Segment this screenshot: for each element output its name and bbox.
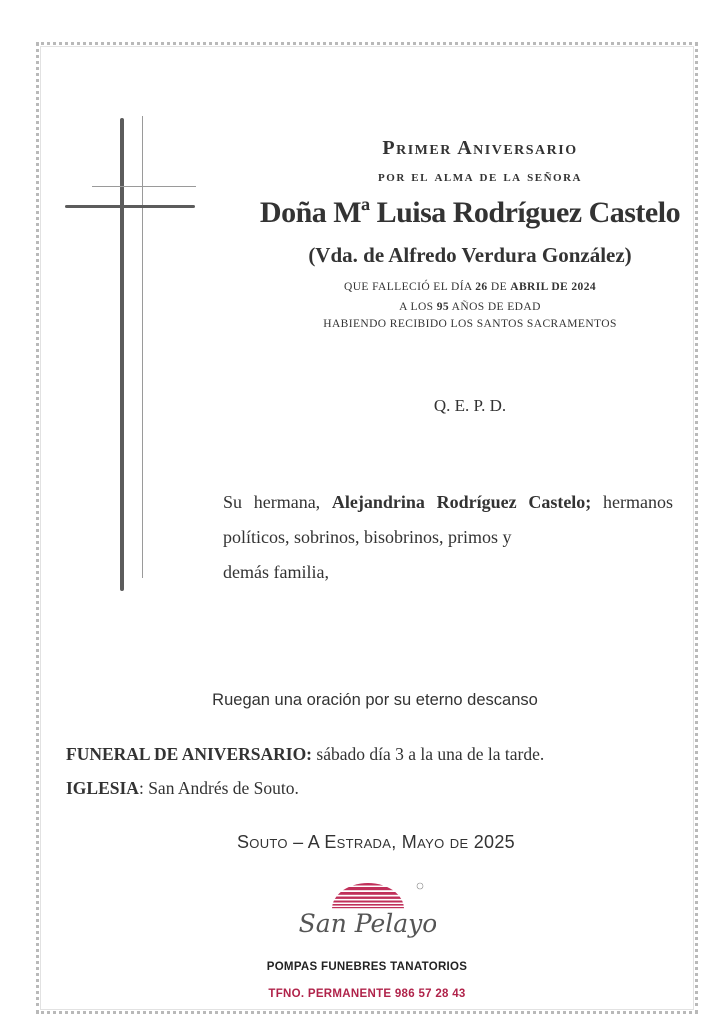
phone-number[interactable]: TFNO. PERMANENTE 986 57 28 43 [268,988,466,1000]
funeral-line: FUNERAL DE ANIVERSARIO: sábado día 3 a la una de la tarde. [66,744,545,764]
deceased-name: Doña Mª Luisa Rodríguez Castelo [259,196,681,229]
svg-text:San Pelayo: San Pelayo [298,909,436,938]
qepd: Q. E. P. D. [433,396,507,415]
place-and-date: Souto – A Estrada, Mayo de 2025 [237,832,515,852]
announcement-title: Primer Aniversario [382,137,578,159]
prayer-request: Ruegan una oración por su eterno descanso [212,691,538,709]
sister-name: Alejandrina Rodríguez Castelo; [331,492,592,512]
age-at-death: A LOS 95 AÑOS DE EDAD [399,301,541,313]
san-pelayo-logo [296,878,436,940]
sunset-logo-icon [296,878,436,940]
sacraments-line: HABIENDO RECIBIDO LOS SANTOS SACRAMENTOS [323,318,617,330]
family-paragraph: Su hermana, Alejandrina Rodríguez Castelo; hermanos políticos, sobrinos, bisobrinos, primos y demás familia, [223,492,674,582]
company-name: POMPAS FUNEBRES TANATORIOS [266,961,468,973]
church-line: IGLESIA: San Andrés de Souto. [66,778,299,798]
date-of-death: QUE FALLECIÓ EL DÍA 26 DE ABRIL DE 2024 [343,281,596,293]
widow-of: (Vda. de Alfredo Verdura González) [308,243,632,267]
announcement-subtitle: por el alma de la señora [378,168,582,185]
